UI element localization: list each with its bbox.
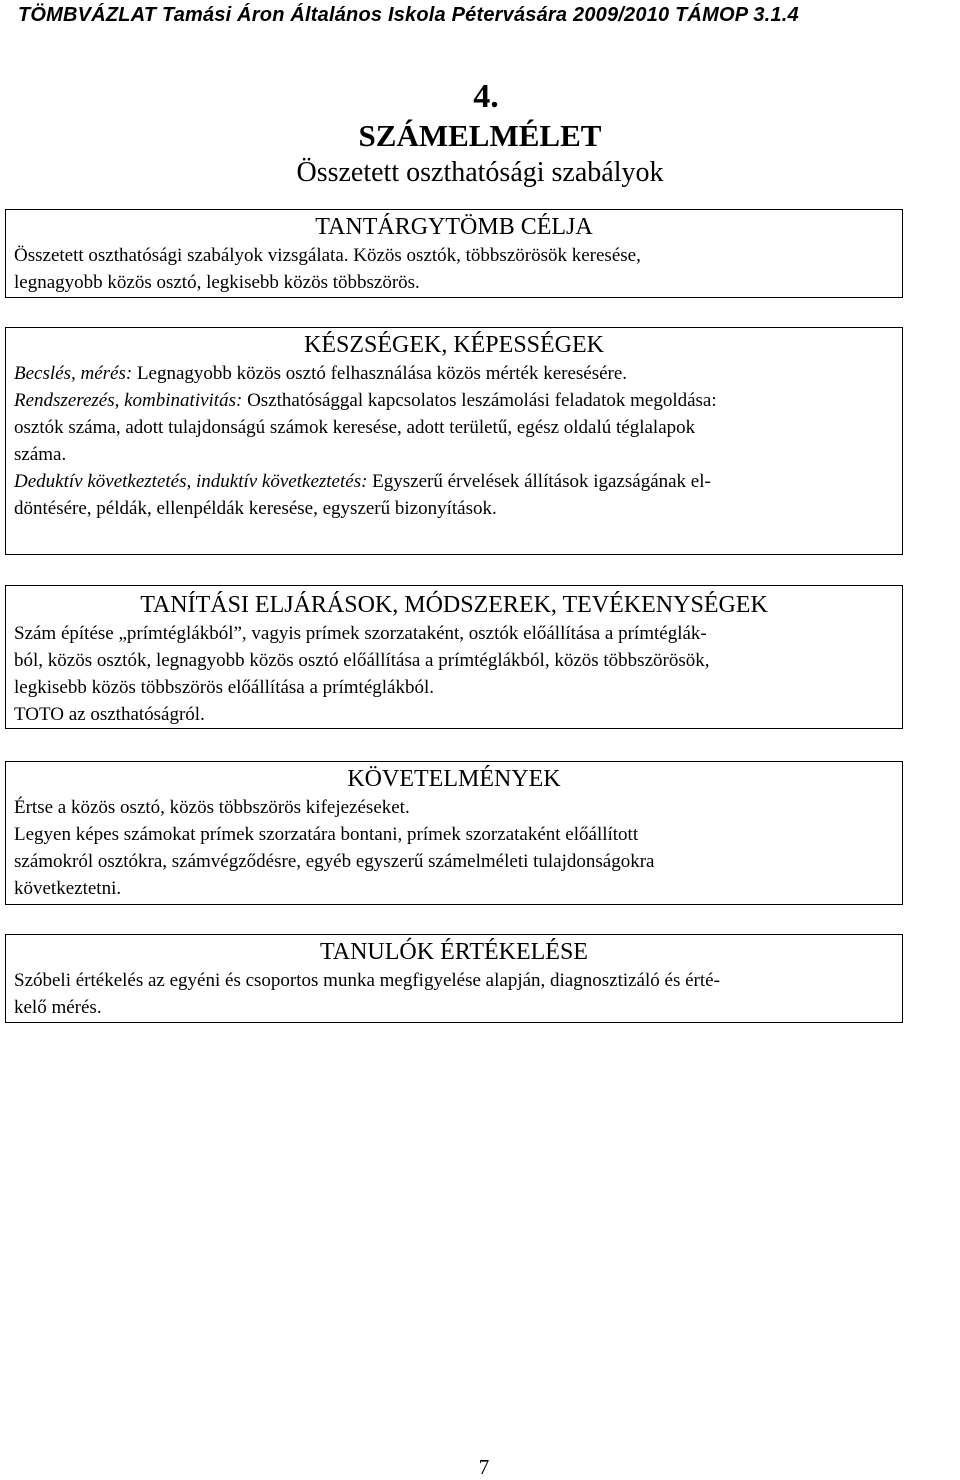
requirements-line: számokról osztókra, számvégződésre, egyéb egyszerű számelméleti tulajdonságokra — [14, 851, 655, 872]
requirements-line: következtetni. — [14, 878, 122, 899]
methods-title: TANÍTÁSI ELJÁRÁSOK, MÓDSZEREK, TEVÉKENYSÉGEK — [140, 592, 768, 618]
goal-line: legnagyobb közös osztó, legkisebb közös többszörös. — [14, 272, 420, 293]
assessment-line: Szóbeli értékelés az egyéni és csoportos munka megfigyelése alapján, diagnosztizáló és érté- — [14, 970, 720, 991]
assessment-section — [5, 934, 903, 1023]
methods-line: ból, közös osztók, legnagyobb közös osztó előállítása a prímtéglákból, közös többszörösök, — [14, 650, 710, 671]
skill-label: Becslés, mérés: — [14, 363, 133, 384]
chapter-topic: SZÁMELMÉLET — [358, 118, 602, 153]
methods-line: Szám építése „prímtéglákból”, vagyis prímek szorzataként, osztók előállítása a prímtéglák- — [14, 623, 707, 644]
skill-item-systematization — [14, 387, 894, 414]
assessment-title: TANULÓK ÉRTÉKELÉSE — [320, 939, 588, 965]
skills-title: KÉSZSÉGEK, KÉPESSÉGEK — [303, 332, 604, 358]
skill-item-deduction — [14, 468, 894, 495]
skill-text: Egyszerű érvelések állítások igazságának el- — [367, 471, 711, 492]
chapter-subtitle: Összetett oszthatósági szabályok — [296, 157, 664, 188]
skill-text-line: száma. — [14, 444, 67, 465]
skill-text-line: osztók száma, adott tulajdonságú számok keresése, adott területű, egész oldalú téglalapok — [14, 417, 696, 438]
skill-text: Legnagyobb közös osztó felhasználása közös mérték keresésére. — [132, 363, 628, 384]
requirements-line: Legyen képes számokat prímek szorzatára bontani, prímek szorzataként előállított — [14, 824, 639, 845]
requirements-title: KÖVETELMÉNYEK — [347, 766, 561, 792]
page-number: 7 — [478, 1455, 490, 1479]
page-header: TÖMBVÁZLAT Tamási Áron Általános Iskola Pétervására 2009/2010 TÁMOP 3.1.4 — [18, 4, 799, 26]
chapter-number — [0, 78, 960, 116]
methods-section — [5, 585, 903, 729]
assessment-line: kelő mérés. — [14, 997, 102, 1018]
skill-text-line: döntésére, példák, ellenpéldák keresése, egyszerű bizonyítások. — [14, 498, 497, 519]
goal-title: TANTÁRGYTÖMB CÉLJA — [315, 214, 593, 240]
skill-label: Deduktív következtetés, induktív következtetés: — [14, 471, 368, 492]
goal-line: Összetett oszthatósági szabályok vizsgálata. Közös osztók, többszörösök keresése, — [14, 245, 641, 266]
requirements-line: Értse a közös osztó, közös többszörös kifejezéseket. — [14, 797, 410, 818]
goal-section — [5, 209, 903, 298]
skill-item-estimation — [14, 360, 894, 387]
methods-line: TOTO az oszthatóságról. — [14, 704, 205, 725]
requirements-section — [5, 761, 903, 905]
methods-line: legkisebb közös többszörös előállítása a prímtéglákból. — [14, 677, 435, 698]
skill-label: Rendszerezés, kombinativitás: — [14, 390, 243, 411]
skills-section — [5, 327, 903, 555]
chapter-number-text: 4. — [473, 78, 499, 115]
skill-text: Oszthatósággal kapcsolatos leszámolási feladatok megoldása: — [242, 390, 717, 411]
